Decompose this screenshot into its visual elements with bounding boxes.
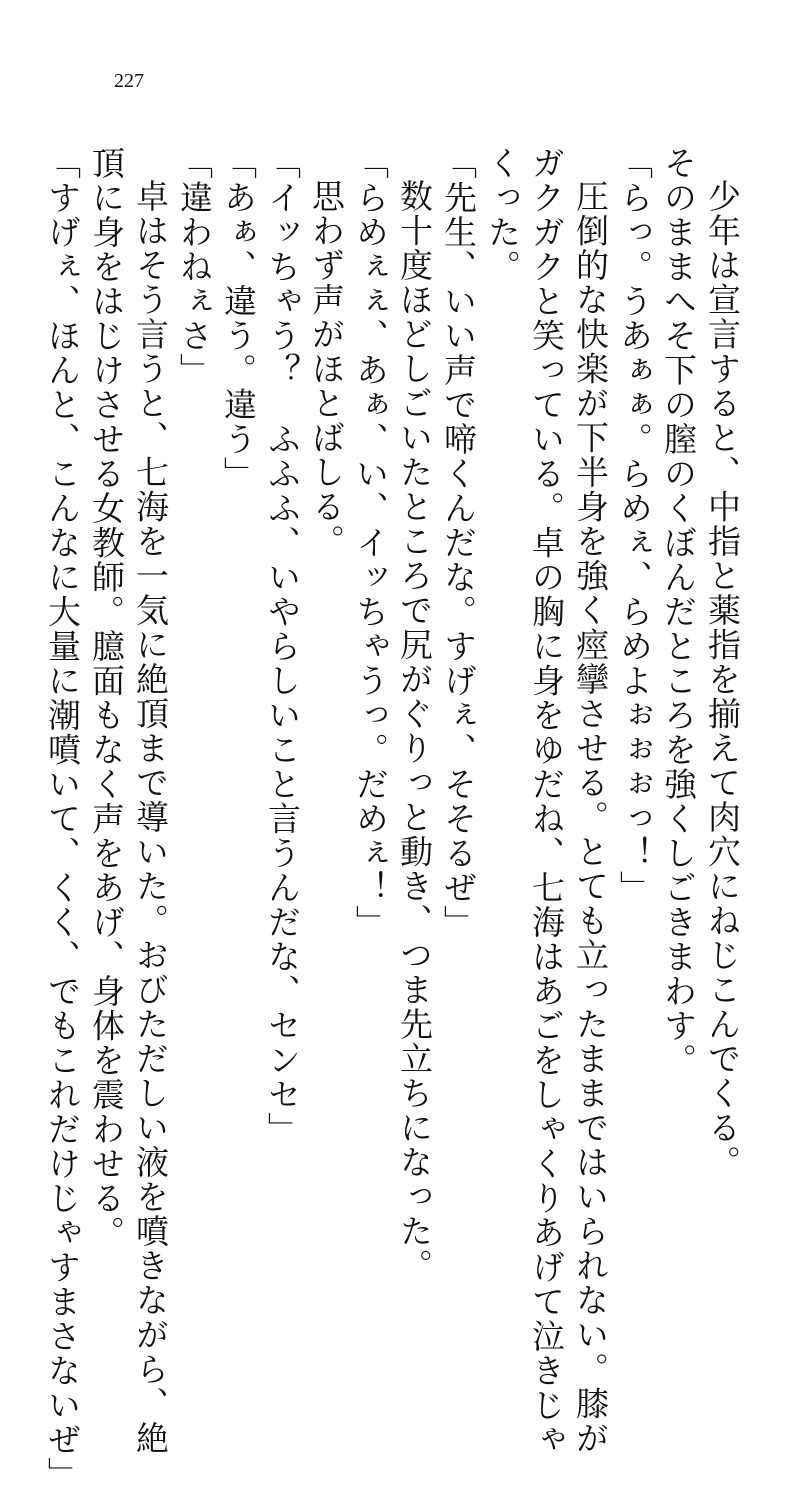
- text-line: 圧倒的な快楽が下半身を強く痙攣させる。とても立ったままではいられない。膝が: [571, 179, 610, 1456]
- text-line: 思わず声がほとばしる。: [307, 179, 346, 559]
- body-text: [43, 146, 744, 1492]
- text-line: そのままへそ下の膣のくぼんだところを強くしごきまわす。: [659, 146, 698, 1078]
- text-line: ガクガクと笑っている。卓の胸に身をゆだね、七海はあごをしゃくりあげて泣きじゃ: [527, 146, 566, 1457]
- text-line: 「あぁ、違う。違う」: [219, 146, 258, 491]
- text-line: 少年は宣言すると、中指と薬指を揃えて肉穴にねじこんでくる。: [703, 179, 742, 1180]
- text-line: くった。: [483, 146, 522, 284]
- text-line: 「らめぇぇ、あぁ、い、イッちゃうっ。だめぇ！」: [351, 146, 390, 940]
- text-line: 「すげぇ、ほんと、こんなに大量に潮噴いて、くく、でもこれだけじゃすまさないぜ」: [43, 146, 82, 1492]
- text-line: 頂に身をはじけさせる女教師。臆面もなく声をあげ、身体を震わせる。: [87, 146, 126, 1250]
- text-line: 数十度ほどしごいたところで尻がぐりっと動き、つま先立ちになった。: [395, 179, 434, 1283]
- text-line: 卓はそう言うと、七海を一気に絶頂まで導いた。おびただしい液を噴きながら、絶: [131, 179, 170, 1456]
- text-line: 「違わねぇさ」: [175, 146, 214, 388]
- text-line: 「らっ。うあぁぁ。らめぇ、らめよぉぉぉっ！」: [615, 146, 654, 905]
- text-line: 「イッちゃう？ ふふふ、いやらしいこと言うんだな、センセ」: [263, 146, 302, 1147]
- page-number: 227: [114, 70, 144, 92]
- text-line: 「先生、いい声で啼くんだな。すげぇ、そそるぜ」: [439, 146, 478, 940]
